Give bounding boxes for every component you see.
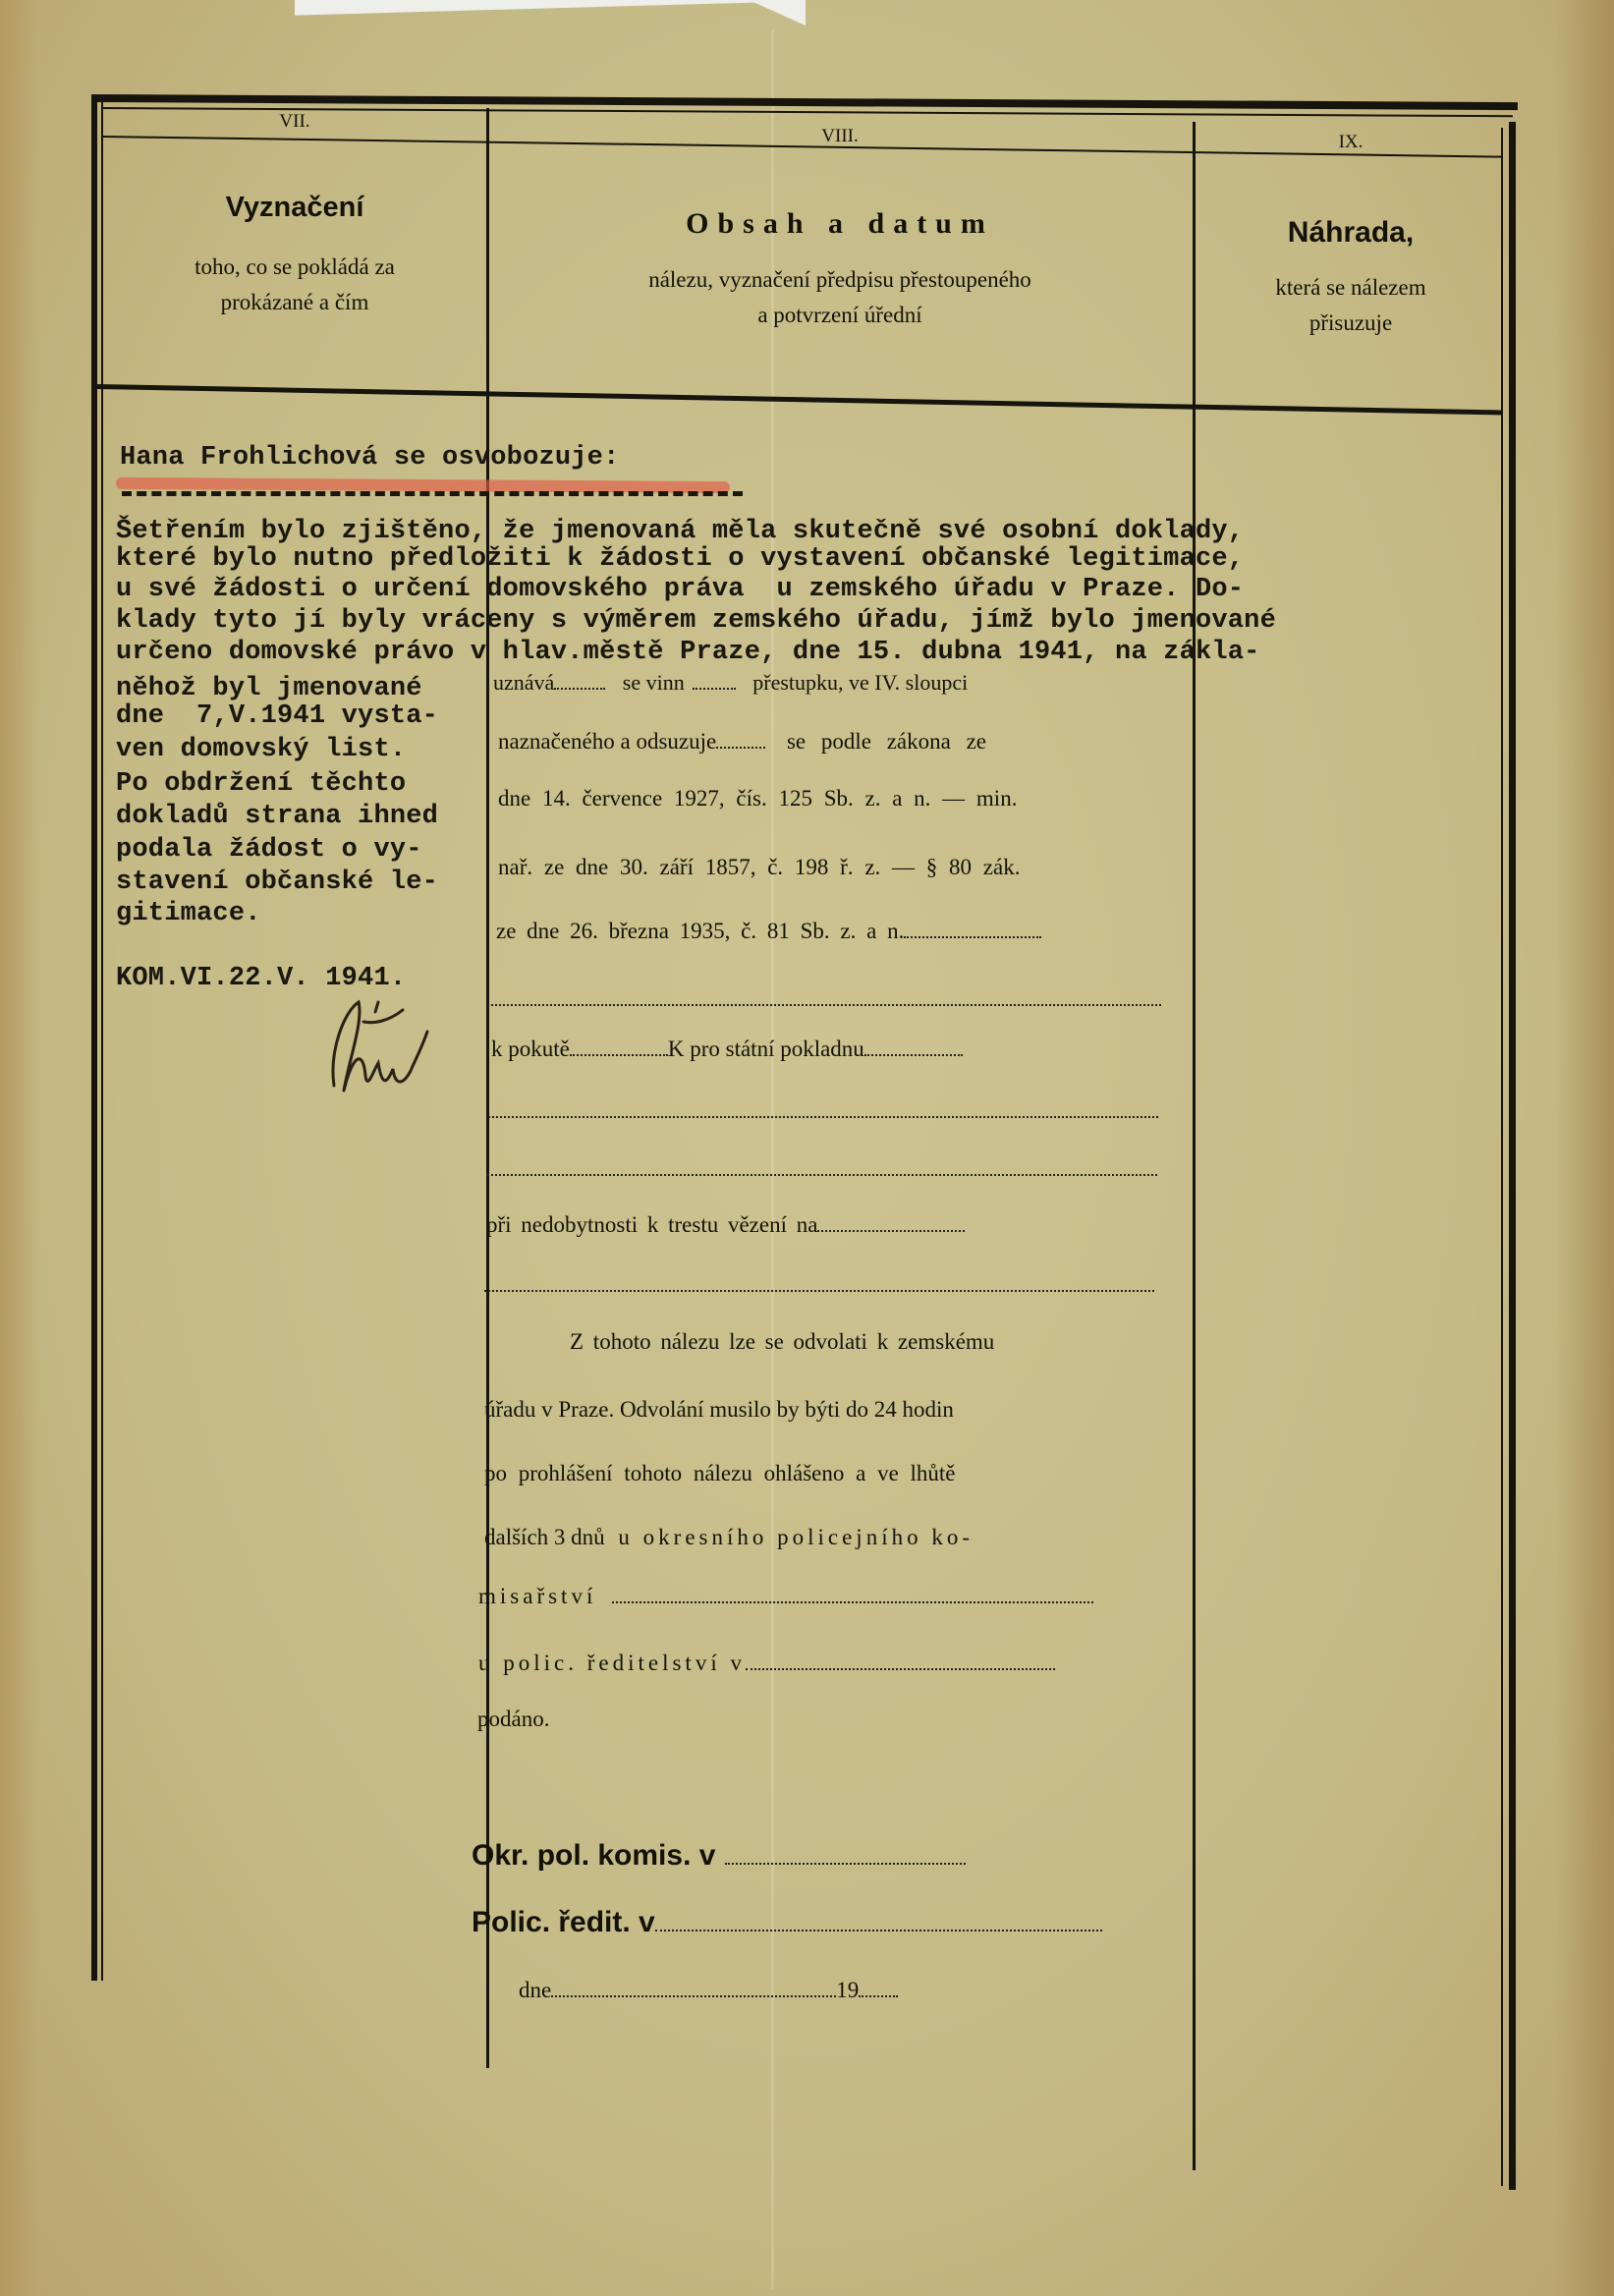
typed-line: určeno domovské právo v hlav.městě Praze, dne 15. dubna 1941, na zákla- [116,638,1260,667]
label-podle-zakona: se podle zákona ze [786,729,987,754]
column-vii-subtitle-line: prokázané a čím [220,290,369,314]
handwritten-signature [305,992,452,1100]
okr-pol-komis-field[interactable] [725,1863,966,1865]
typed-line: dokladů strana ihned [116,802,439,831]
label-prestupku: přestupku, ve IV. sloupci [752,670,969,695]
blank-field[interactable] [904,936,1041,938]
form-line-uznava [493,670,968,696]
label-polic-redit: Polic. ředit. v [472,1906,655,1938]
form-line-naznaceneho [498,729,986,755]
year-field[interactable] [859,1995,898,1997]
paper-edge-shadow-right [1555,0,1614,2296]
column-ix-number: IX. [1338,132,1364,152]
date-field[interactable] [551,1995,836,1997]
directorate-field[interactable] [746,1668,1055,1670]
typed-line: dne 7,V.1941 vysta- [116,701,439,731]
label-k-pokute: k pokutě [491,1036,570,1061]
table-right-inner-line [1501,128,1503,2186]
appeal-line: Z tohoto nálezu lze se odvolati k zemskému [570,1329,995,1354]
form-line-law-1857: nař. ze dne 30. září 1857, č. 198 ř. z. — § 80 zák. [498,855,1021,879]
blank-line[interactable] [484,1290,1154,1292]
typed-line: které bylo nutno předložiti k žádosti o vystavení občanské legitimace, [116,544,1245,574]
blank-field[interactable] [554,688,605,690]
column-vii-number: VII. [279,111,310,132]
label-statni-pokladna: K pro státní pokladnu [667,1036,864,1061]
column-divider-viii-ix [1193,122,1196,2170]
blank-line[interactable] [488,1116,1158,1118]
blank-field[interactable] [864,1054,963,1056]
okr-pol-komis-label [472,1839,966,1873]
label-misarstvi: misařství [478,1584,597,1608]
column-ix-title: Náhrada, [1287,216,1415,249]
typed-dash-underline [122,491,743,496]
table-right-border [1509,122,1516,2190]
typed-line: klady tyto jí byly vráceny s výměrem zemského úřadu, jímž bylo jmenované [116,606,1276,636]
appeal-line: úřadu v Praze. Odvolání musilo by býti do 24 hodin [484,1397,954,1422]
form-line-misarstvi [478,1584,1093,1609]
polic-redit-label [472,1906,1102,1939]
label-se-vinn: se vinn [622,670,685,695]
column-viii-subtitle-line: nálezu, vyznačení předpisu přestoupeného [648,267,1031,292]
typed-reference: KOM.VI.22.V. 1941. [116,964,407,993]
commissariat-field[interactable] [612,1601,1093,1603]
label-podano: podáno. [477,1707,550,1731]
column-viii-subtitle [491,262,1189,333]
label-law-1935: ze dne 26. března 1935, č. 81 Sb. z. a n. [496,919,905,943]
column-vii-subtitle [108,250,481,320]
label-nedobytnost: při nedobytnosti k trestu vězení na [486,1212,818,1237]
label-uznava: uznává [493,670,555,695]
prison-term-field[interactable] [817,1230,965,1232]
paper-edge-shadow-left [0,0,39,2296]
typed-line: Šetřením bylo zjištěno, že jmenovaná měla skutečně své osobní doklady, [116,517,1245,546]
typed-line: ven domovský list. [116,735,407,764]
form-line-pokuta [491,1036,963,1062]
typed-line: Po obdržení těchto [116,769,407,799]
column-viii-title: Obsah a datum [686,207,994,240]
label-okresniho-policejniho: u okresního policejního ko- [618,1525,974,1549]
typed-line: stavení občanské le- [116,868,439,897]
blank-field[interactable] [716,747,765,749]
column-viii-subtitle-line: a potvrzení úřední [757,303,922,327]
fine-amount-field[interactable] [570,1054,668,1056]
column-vii-subtitle-line: toho, co se pokládá za [195,254,395,279]
label-polic-reditelstvi: u polic. ředitelství v [478,1651,746,1675]
paper-fold-crease [771,29,774,2289]
blank-line[interactable] [491,1004,1161,1006]
appeal-line: po prohlášení tohoto nálezu ohlášeno a ve lhůtě [484,1461,956,1485]
blank-field[interactable] [693,688,736,690]
label-year-prefix: 19 [836,1978,860,2002]
column-vii-title: Vyznačení [225,192,364,223]
typed-line: u své žádosti o určení domovského práva u zemského úřadu v Praze. Do- [116,575,1245,604]
blank-line[interactable] [487,1174,1157,1176]
label-okr-pol-komis: Okr. pol. komis. v [472,1839,716,1872]
table-left-border [91,94,97,1981]
polic-redit-field[interactable] [655,1930,1102,1932]
typed-line: podala žádost o vy- [116,835,422,865]
label-dalsich-3-dnu: dalších 3 dnů [484,1525,605,1549]
form-line-polic-reditelstvi [478,1651,1055,1676]
form-line-podano [477,1707,549,1732]
label-dne: dne [519,1978,552,2002]
form-line-dne [519,1978,898,2003]
typed-line: gitimace. [116,899,261,928]
column-ix-subtitle [1198,270,1503,341]
typed-line: něhož byl jmenované [116,674,422,703]
form-line-law-1927: dne 14. července 1927, čís. 125 Sb. z. a n. — min. [498,786,1018,811]
column-ix-subtitle-line: přisuzuje [1308,310,1393,335]
column-divider-vii-viii [486,108,489,2068]
typed-heading: Hana Frohlichová se osvobozuje: [120,443,620,473]
column-ix-subtitle-line: která se nálezem [1275,275,1426,300]
label-naznaceneho: naznačeného a odsuzuje [498,729,717,754]
form-line-prison [486,1212,965,1238]
form-line-law-1935 [496,919,1041,944]
column-viii-number: VIII. [821,126,859,146]
appeal-line [484,1525,974,1550]
